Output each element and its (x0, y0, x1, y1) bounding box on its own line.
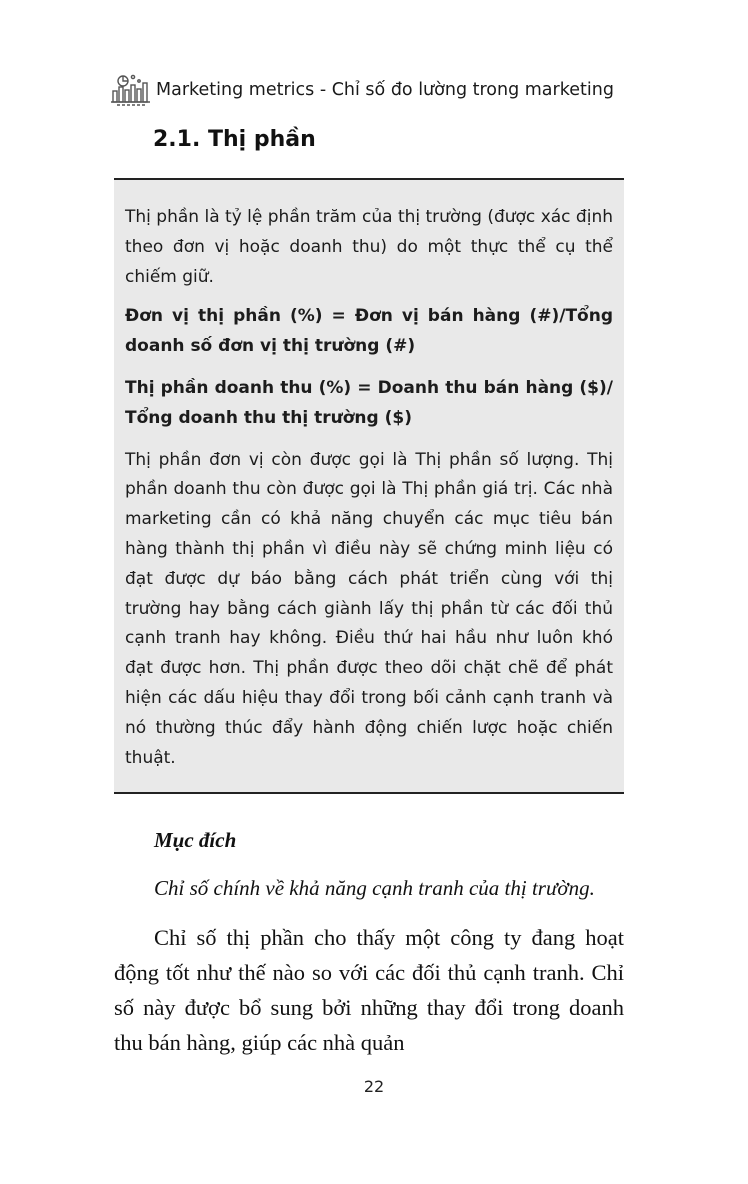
formula-unit-share: Đơn vị thị phần (%) = Đơn vị bán hàng (#)/Tổng doanh số đơn vị thị trường (#) (125, 306, 613, 357)
running-header (110, 70, 670, 110)
body-text (114, 820, 624, 1060)
analytics-chart-icon (110, 70, 152, 110)
running-title: Marketing metrics - Chỉ số đo lường trong marketing (156, 80, 614, 100)
page-number: 22 (363, 1077, 385, 1096)
definition-box (114, 178, 624, 794)
body-paragraph: Chỉ số thị phần cho thấy một công ty đang hoạt động tốt như thế nào so với các đối thủ cạnh tranh. Chỉ số này được bổ sung bởi những thay đổi trong doanh thu bán hàng, giúp các nhà quản (114, 925, 624, 1055)
purpose-heading: Mục đích (154, 828, 237, 852)
definition-text: Thị phần là tỷ lệ phần trăm của thị trường (được xác định theo đơn vị hoặc doanh thu) do một thực thể cụ thể chiếm giữ. (125, 207, 613, 287)
formula-revenue-share: Thị phần doanh thu (%) = Doanh thu bán hàng ($)/ Tổng doanh thu thị trường ($) (125, 377, 613, 428)
explanation-text: Thị phần đơn vị còn được gọi là Thị phần số lượng. Thị phần doanh thu còn được gọi là Thị phần giá trị. Các nhà marketing cần có khả năng chuyển các mục tiêu bán hàng thành thị phần vì điều này sẽ chứng minh liệu có đạt được dự báo bằng cách phát triển cùng với thị trường hay bằng cách giành lấy thị phần từ các đối thủ cạnh tranh hay không. Điều thứ hai hầu như luôn khó đạt được hơn. Thị phần được theo dõi chặt chẽ để phát hiện các dấu hiệu thay đổi trong bối cảnh cạnh tranh và nó thường thúc đẩy hành động chiến lược hoặc chiến thuật. (125, 449, 613, 768)
purpose-text: Chỉ số chính về khả năng cạnh tranh của thị trường. (154, 876, 595, 900)
section-title: 2.1. Thị phần (153, 127, 316, 152)
